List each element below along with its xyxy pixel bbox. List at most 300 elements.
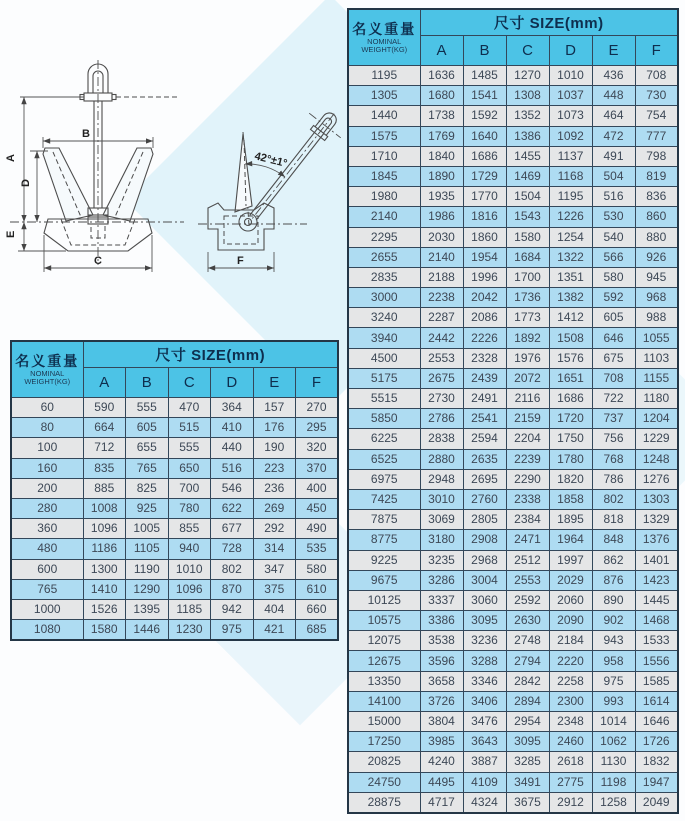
table-row [11,559,338,579]
table-row [348,449,678,469]
weight-cell: 600 [11,559,83,579]
size-cell: 708 [635,66,678,86]
size-cell: 546 [211,478,254,498]
size-cell: 370 [296,458,339,478]
size-cell: 1780 [549,449,592,469]
size-cell: 993 [592,691,635,711]
weight-cell: 12075 [348,631,420,651]
table-row [348,611,678,631]
table-row [348,389,678,409]
size-cell: 708 [592,368,635,388]
size-cell: 3346 [463,671,506,691]
size-cell: 3804 [420,712,463,732]
size-cell: 722 [592,389,635,409]
size-cell: 1997 [549,550,592,570]
size-cell: 2060 [549,590,592,610]
size-cell: 1229 [635,429,678,449]
size-cell: 675 [592,348,635,368]
size-cell: 855 [168,519,211,539]
size-cell: 1976 [506,348,549,368]
size-cell: 1592 [463,106,506,126]
anchor-drawing-svg [2,58,345,290]
weight-cell: 1440 [348,106,420,126]
size-cell: 1276 [635,469,678,489]
size-cell: 1526 [83,599,126,619]
table-row [348,732,678,752]
size-cell: 4495 [420,772,463,792]
size-cell: 1226 [549,207,592,227]
size-cell: 1351 [549,267,592,287]
size-cell: 375 [253,579,296,599]
size-cell: 2553 [506,570,549,590]
size-cell: 1640 [463,126,506,146]
size-cell: 2460 [549,732,592,752]
size-cell: 4324 [463,792,506,813]
size-cell: 1395 [126,599,169,619]
size-cell: 885 [83,478,126,498]
size-column-letter: C [168,368,211,398]
size-cell: 1820 [549,469,592,489]
weight-cell: 14100 [348,691,420,711]
size-cell: 2442 [420,328,463,348]
size-cell: 728 [211,539,254,559]
size-cell: 157 [253,398,296,418]
size-cell: 3491 [506,772,549,792]
size-cell: 3675 [506,792,549,813]
size-cell: 2258 [549,671,592,691]
size-cell: 1290 [126,579,169,599]
size-cell: 2512 [506,550,549,570]
size-cell: 940 [168,539,211,559]
size-cell: 777 [635,126,678,146]
size-cell: 2287 [420,308,463,328]
size-cell: 3004 [463,570,506,590]
weight-cell: 2655 [348,247,420,267]
size-cell: 1254 [549,227,592,247]
size-cell: 1270 [506,66,549,86]
weight-header-zh: 名义重量 [352,20,417,37]
size-cell: 818 [592,510,635,530]
angle-label: 42°±1° [253,150,289,170]
size-cell: 1954 [463,247,506,267]
size-cell: 1258 [592,792,635,813]
weight-cell: 1080 [11,620,83,641]
size-cell: 1860 [463,227,506,247]
size-cell: 835 [83,458,126,478]
size-header: 尺寸 SIZE(mm) [83,341,338,368]
table-row [348,227,678,247]
weight-cell: 200 [11,478,83,498]
table-row [348,590,678,610]
size-cell: 768 [592,449,635,469]
size-cell: 515 [168,418,211,438]
size-column-letter: E [253,368,296,398]
table-row [348,126,678,146]
weight-cell: 2835 [348,267,420,287]
size-cell: 2592 [506,590,549,610]
size-cell: 3095 [463,611,506,631]
size-cell: 798 [635,146,678,166]
weight-cell: 5515 [348,389,420,409]
weight-cell: 60 [11,398,83,418]
weight-header-en-line2: WEIGHT(KG) [24,377,71,386]
size-cell: 1103 [635,348,678,368]
size-cell: 1686 [463,146,506,166]
size-cell: 2300 [549,691,592,711]
size-cell: 1195 [549,187,592,207]
weight-cell: 100 [11,438,83,458]
table-row [348,772,678,792]
size-cell: 1010 [549,66,592,86]
weight-cell: 17250 [348,732,420,752]
size-column-letter: B [126,368,169,398]
table-row [348,570,678,590]
weight-cell: 10575 [348,611,420,631]
size-cell: 1832 [635,752,678,772]
size-cell: 3010 [420,489,463,509]
size-cell: 2220 [549,651,592,671]
size-cell: 1005 [126,519,169,539]
size-cell: 580 [592,267,635,287]
size-cell: 1738 [420,106,463,126]
weight-cell: 3940 [348,328,420,348]
size-cell: 2338 [506,489,549,509]
size-cell: 2226 [463,328,506,348]
weight-header-en-line2: WEIGHT(KG) [361,45,408,54]
size-cell: 236 [253,478,296,498]
table-row [348,328,678,348]
size-cell: 1248 [635,449,678,469]
size-cell: 2030 [420,227,463,247]
size-cell: 2072 [506,368,549,388]
size-cell: 2238 [420,288,463,308]
size-cell: 655 [126,438,169,458]
table-row [348,409,678,429]
weight-cell: 7875 [348,510,420,530]
size-cell: 491 [592,146,635,166]
size-column-letter: A [420,36,463,66]
size-cell: 3476 [463,712,506,732]
size-cell: 1508 [549,328,592,348]
table-row [348,671,678,691]
size-cell: 1096 [168,579,211,599]
table-row [11,579,338,599]
size-column-letter: A [83,368,126,398]
size-cell: 677 [211,519,254,539]
weight-cell: 280 [11,498,83,518]
size-cell: 1646 [635,712,678,732]
weight-cell: 5850 [348,409,420,429]
size-cell: 2184 [549,631,592,651]
size-cell: 1445 [635,590,678,610]
size-cell: 860 [635,207,678,227]
size-cell: 440 [211,438,254,458]
size-cell: 1947 [635,772,678,792]
size-column-letter: E [592,36,635,66]
size-cell: 269 [253,498,296,518]
size-cell: 2968 [463,550,506,570]
table-row [348,510,678,530]
size-cell: 516 [211,458,254,478]
size-cell: 2140 [420,247,463,267]
size-cell: 292 [253,519,296,539]
size-cell: 2894 [506,691,549,711]
size-cell: 2880 [420,449,463,469]
size-cell: 3985 [420,732,463,752]
size-cell: 605 [592,308,635,328]
size-cell: 819 [635,166,678,186]
dim-label-e: E [5,230,17,238]
size-cell: 1729 [463,166,506,186]
dim-label-f: F [237,255,244,267]
size-cell: 450 [296,498,339,518]
table-row [348,489,678,509]
size-cell: 3235 [420,550,463,570]
size-cell: 836 [635,187,678,207]
size-cell: 1585 [635,671,678,691]
size-cell: 2794 [506,651,549,671]
size-cell: 3236 [463,631,506,651]
table-row [348,429,678,449]
size-cell: 1686 [549,389,592,409]
table-row [348,106,678,126]
size-cell: 2491 [463,389,506,409]
size-cell: 1750 [549,429,592,449]
size-cell: 3887 [463,752,506,772]
size-cell: 942 [211,599,254,619]
size-cell: 516 [592,187,635,207]
size-cell: 421 [253,620,296,641]
size-cell: 1190 [126,559,169,579]
size-cell: 1576 [549,348,592,368]
table-row [348,146,678,166]
small-table-body [11,398,338,641]
size-cell: 1037 [549,86,592,106]
size-cell: 436 [592,66,635,86]
weight-cell: 9675 [348,570,420,590]
size-cell: 848 [592,530,635,550]
size-cell: 535 [296,539,339,559]
size-cell: 490 [296,519,339,539]
size-cell: 622 [211,498,254,518]
size-cell: 3180 [420,530,463,550]
table-row [348,631,678,651]
size-cell: 2805 [463,510,506,530]
size-cell: 2748 [506,631,549,651]
small-spec-table [10,340,339,641]
size-cell: 880 [635,227,678,247]
size-cell: 1446 [126,620,169,641]
size-cell: 825 [126,478,169,498]
size-cell: 1770 [463,187,506,207]
size-cell: 1092 [549,126,592,146]
table-row [348,207,678,227]
table-row [348,166,678,186]
size-cell: 1935 [420,187,463,207]
size-cell: 2618 [549,752,592,772]
weight-cell: 7425 [348,489,420,509]
size-cell: 664 [83,418,126,438]
size-cell: 1055 [635,328,678,348]
size-cell: 902 [592,611,635,631]
size-cell: 1485 [463,66,506,86]
size-header: 尺寸 SIZE(mm) [420,9,678,36]
size-cell: 1010 [168,559,211,579]
size-cell: 4717 [420,792,463,813]
size-cell: 295 [296,418,339,438]
table-row [348,651,678,671]
size-cell: 754 [635,106,678,126]
size-cell: 786 [592,469,635,489]
size-cell: 364 [211,398,254,418]
weight-cell: 3240 [348,308,420,328]
size-cell: 3069 [420,510,463,530]
size-cell: 2594 [463,429,506,449]
size-cell: 1890 [420,166,463,186]
size-cell: 3286 [420,570,463,590]
size-cell: 862 [592,550,635,570]
size-cell: 1155 [635,368,678,388]
size-cell: 314 [253,539,296,559]
size-cell: 1468 [635,611,678,631]
size-cell: 2239 [506,449,549,469]
table-row [348,308,678,328]
size-cell: 2842 [506,671,549,691]
weight-cell: 160 [11,458,83,478]
size-cell: 1720 [549,409,592,429]
size-cell: 926 [635,247,678,267]
table-row [348,368,678,388]
size-cell: 2348 [549,712,592,732]
size-cell: 2159 [506,409,549,429]
size-cell: 650 [168,458,211,478]
size-cell: 2635 [463,449,506,469]
size-cell: 2042 [463,288,506,308]
table-row [11,418,338,438]
size-cell: 712 [83,438,126,458]
size-cell: 3337 [420,590,463,610]
weight-cell: 6225 [348,429,420,449]
table-row [11,539,338,559]
size-cell: 2384 [506,510,549,530]
size-cell: 1230 [168,620,211,641]
size-cell: 1096 [83,519,126,539]
size-cell: 925 [126,498,169,518]
dim-label-b: B [82,128,90,140]
size-cell: 2730 [420,389,463,409]
size-cell: 1996 [463,267,506,287]
weight-cell: 1305 [348,86,420,106]
size-cell: 2204 [506,429,549,449]
weight-header-en-line1: NOMINAL [367,36,402,46]
weight-cell: 5175 [348,368,420,388]
size-cell: 605 [126,418,169,438]
size-cell: 1651 [549,368,592,388]
size-cell: 1186 [83,539,126,559]
weight-cell: 28875 [348,792,420,813]
size-cell: 1469 [506,166,549,186]
size-column-letter: C [506,36,549,66]
size-cell: 1580 [83,620,126,641]
size-cell: 3658 [420,671,463,691]
table-row [348,348,678,368]
table-row [11,438,338,458]
table-row [348,288,678,308]
dim-label-a: A [5,154,17,162]
size-cell: 1168 [549,166,592,186]
size-cell: 730 [635,86,678,106]
size-cell: 1105 [126,539,169,559]
size-cell: 1614 [635,691,678,711]
size-cell: 802 [592,489,635,509]
weight-column-header [348,9,420,66]
dim-label-d: D [20,179,32,187]
table-row [11,620,338,641]
size-cell: 2908 [463,530,506,550]
size-cell: 1322 [549,247,592,267]
size-cell: 176 [253,418,296,438]
size-cell: 1700 [506,267,549,287]
size-cell: 3596 [420,651,463,671]
size-cell: 566 [592,247,635,267]
weight-cell: 4500 [348,348,420,368]
size-cell: 1410 [83,579,126,599]
size-column-letter: B [463,36,506,66]
table-row [348,469,678,489]
anchor-side-view [198,101,345,272]
size-cell: 1303 [635,489,678,509]
size-cell: 1382 [549,288,592,308]
size-cell: 765 [126,458,169,478]
size-cell: 3095 [506,732,549,752]
size-cell: 988 [635,308,678,328]
size-cell: 2553 [420,348,463,368]
size-column-letter: F [296,368,339,398]
size-cell: 1300 [83,559,126,579]
size-cell: 2630 [506,611,549,631]
size-cell: 504 [592,166,635,186]
size-cell: 943 [592,631,635,651]
size-cell: 2029 [549,570,592,590]
weight-cell: 765 [11,579,83,599]
size-cell: 448 [592,86,635,106]
size-cell: 1352 [506,106,549,126]
size-cell: 4109 [463,772,506,792]
size-cell: 1769 [420,126,463,146]
size-cell: 1964 [549,530,592,550]
size-cell: 700 [168,478,211,498]
table-row [348,530,678,550]
size-cell: 1580 [506,227,549,247]
size-cell: 968 [635,288,678,308]
size-cell: 2695 [463,469,506,489]
weight-cell: 1710 [348,146,420,166]
size-cell: 1423 [635,570,678,590]
size-cell: 1198 [592,772,635,792]
size-cell: 2838 [420,429,463,449]
size-cell: 1726 [635,732,678,752]
size-cell: 1858 [549,489,592,509]
size-cell: 975 [592,671,635,691]
size-cell: 2760 [463,489,506,509]
size-cell: 1376 [635,530,678,550]
size-cell: 1773 [506,308,549,328]
weight-header-en-line1: NOMINAL [30,368,65,378]
table-row [348,691,678,711]
weight-cell: 6525 [348,449,420,469]
size-cell: 530 [592,207,635,227]
size-cell: 2328 [463,348,506,368]
